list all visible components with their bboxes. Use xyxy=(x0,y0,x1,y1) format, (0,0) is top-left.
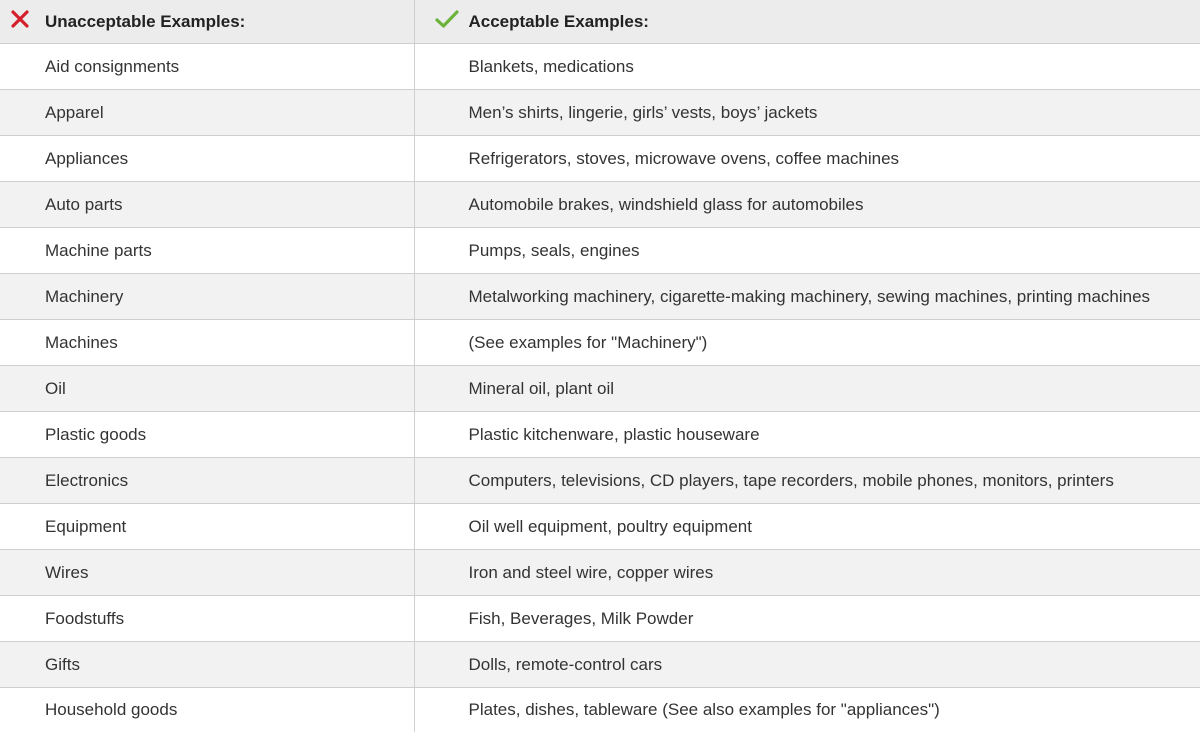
table-row xyxy=(0,136,1200,182)
unacceptable-cell: Household goods xyxy=(0,688,414,732)
acceptable-cell: Fish, Beverages, Milk Powder xyxy=(414,596,1200,642)
unacceptable-cell: Machinery xyxy=(0,274,414,320)
unacceptable-cell: Equipment xyxy=(0,504,414,550)
table-row xyxy=(0,182,1200,228)
check-icon xyxy=(435,9,459,34)
unacceptable-cell: Auto parts xyxy=(0,182,414,228)
acceptable-cell: Metalworking machinery, cigarette-making machinery, sewing machines, printing machines xyxy=(414,274,1200,320)
unacceptable-cell: Machine parts xyxy=(0,228,414,274)
acceptable-cell: Iron and steel wire, copper wires xyxy=(414,550,1200,596)
acceptable-cell: Pumps, seals, engines xyxy=(414,228,1200,274)
table-header-row xyxy=(0,0,1200,44)
table-row xyxy=(0,44,1200,90)
acceptable-header-label: Acceptable Examples: xyxy=(469,12,649,32)
unacceptable-cell: Plastic goods xyxy=(0,412,414,458)
acceptable-cell: Mineral oil, plant oil xyxy=(414,366,1200,412)
cross-icon xyxy=(10,9,30,34)
unacceptable-cell: Electronics xyxy=(0,458,414,504)
table-row xyxy=(0,458,1200,504)
acceptable-cell: Men’s shirts, lingerie, girls’ vests, boys’ jackets xyxy=(414,90,1200,136)
table-row xyxy=(0,320,1200,366)
unacceptable-cell: Apparel xyxy=(0,90,414,136)
table-row xyxy=(0,642,1200,688)
acceptable-cell: Automobile brakes, windshield glass for automobiles xyxy=(414,182,1200,228)
unacceptable-header-label: Unacceptable Examples: xyxy=(45,12,245,32)
acceptable-cell: (See examples for "Machinery") xyxy=(414,320,1200,366)
unacceptable-cell: Wires xyxy=(0,550,414,596)
acceptable-header xyxy=(414,0,1200,44)
table-row xyxy=(0,228,1200,274)
unacceptable-cell: Oil xyxy=(0,366,414,412)
unacceptable-cell: Aid consignments xyxy=(0,44,414,90)
unacceptable-cell: Appliances xyxy=(0,136,414,182)
acceptable-cell: Plastic kitchenware, plastic houseware xyxy=(414,412,1200,458)
acceptable-cell: Dolls, remote-control cars xyxy=(414,642,1200,688)
unacceptable-header xyxy=(0,0,414,44)
table-row xyxy=(0,550,1200,596)
table-row xyxy=(0,412,1200,458)
acceptable-cell: Refrigerators, stoves, microwave ovens, coffee machines xyxy=(414,136,1200,182)
acceptable-cell: Plates, dishes, tableware (See also examples for "appliances") xyxy=(414,688,1200,732)
unacceptable-cell: Foodstuffs xyxy=(0,596,414,642)
table-row xyxy=(0,274,1200,320)
table-row xyxy=(0,504,1200,550)
acceptable-cell: Computers, televisions, CD players, tape recorders, mobile phones, monitors, printers xyxy=(414,458,1200,504)
acceptable-cell: Blankets, medications xyxy=(414,44,1200,90)
unacceptable-cell: Machines xyxy=(0,320,414,366)
unacceptable-cell: Gifts xyxy=(0,642,414,688)
table-row xyxy=(0,90,1200,136)
table-row xyxy=(0,366,1200,412)
table-body xyxy=(0,44,1200,732)
acceptable-cell: Oil well equipment, poultry equipment xyxy=(414,504,1200,550)
table-row xyxy=(0,596,1200,642)
table-row xyxy=(0,688,1200,732)
